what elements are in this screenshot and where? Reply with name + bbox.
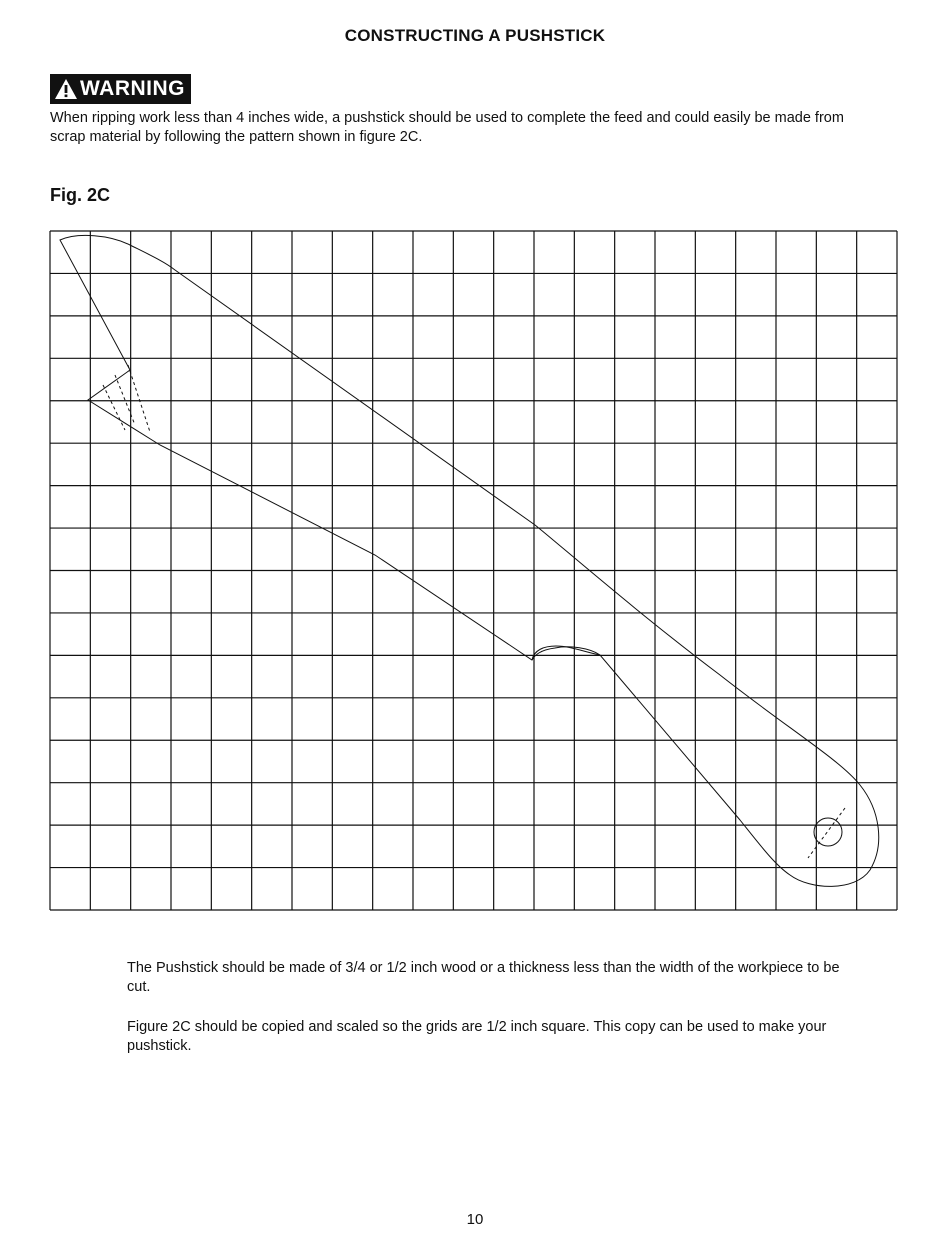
grid — [50, 231, 897, 910]
note-wood-thickness: The Pushstick should be made of 3/4 or 1/2 inch wood or a thickness less than the width of the workpiece to be cut. — [127, 960, 840, 995]
pushstick-body-outline — [60, 235, 879, 886]
hang-hole — [814, 818, 842, 846]
figure-label: Fig. 2C — [50, 185, 111, 205]
warning-text: When ripping work less than 4 inches wide, a pushstick should be used to complete the feed and could easily be made from scrap material by following the pattern shown in figure 2C. — [50, 110, 844, 145]
handle-notch-dashed-3 — [128, 365, 150, 432]
heel-arc — [532, 646, 600, 660]
pushstick-outline — [60, 235, 879, 886]
page-number: 10 — [466, 1211, 484, 1228]
handle-notch-dashed-1 — [115, 375, 135, 425]
page-title: CONSTRUCTING A PUSHSTICK — [344, 26, 606, 45]
note-scaling: Figure 2C should be copied and scaled so the grids are 1/2 inch square. This copy can be used to make your pushstick. — [127, 1019, 827, 1054]
warning-label: WARNING — [80, 77, 185, 100]
